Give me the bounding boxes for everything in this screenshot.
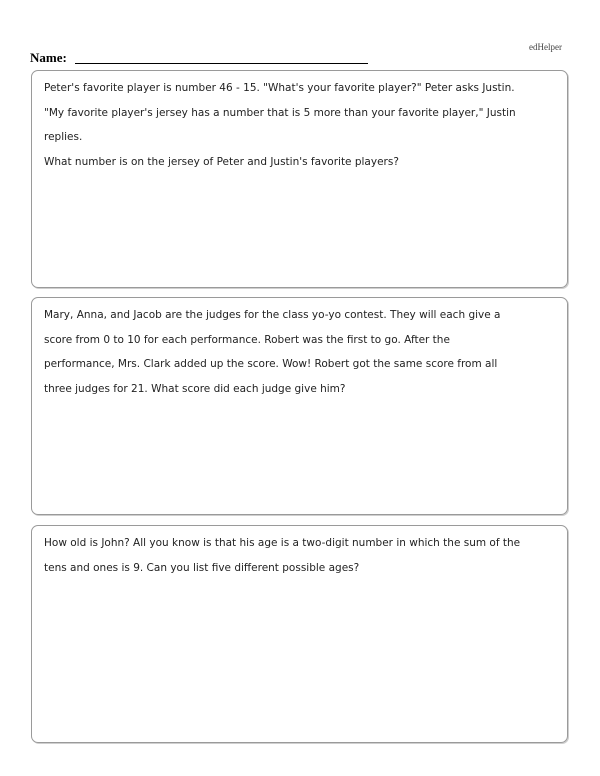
- question-line: three judges for 21. What score did each judge give him?: [44, 382, 346, 395]
- question-box-2: [31, 297, 568, 515]
- question-line: What number is on the jersey of Peter and Justin's favorite players?: [44, 155, 399, 168]
- question-line: performance, Mrs. Clark added up the score. Wow! Robert got the same score from all: [44, 358, 498, 370]
- question-line: replies.: [44, 131, 83, 143]
- question-line: "My favorite player's jersey has a number that is 5 more than your favorite player," Justin: [44, 106, 516, 119]
- question-line: score from 0 to 10 for each performance. Robert was the first to go. After the: [44, 333, 450, 346]
- question-box-3: [31, 525, 568, 743]
- brand-label: edHelper: [529, 42, 562, 52]
- question-line: tens and ones is 9. Can you list five different possible ages?: [44, 561, 360, 574]
- question-line: Mary, Anna, and Jacob are the judges for the class yo-yo contest. They will each give a: [44, 309, 501, 321]
- question-box-1: [31, 70, 568, 288]
- question-line: Peter's favorite player is number 46 - 15. "What's your favorite player?" Peter asks Justin.: [44, 82, 515, 94]
- question-text: [44, 531, 557, 580]
- question-line: How old is John? All you know is that his age is a two-digit number in which the sum of the: [44, 537, 521, 549]
- question-text: [44, 303, 557, 401]
- question-text: [44, 76, 557, 174]
- name-input-line[interactable]: [75, 63, 368, 64]
- name-label: Name:: [30, 50, 67, 65]
